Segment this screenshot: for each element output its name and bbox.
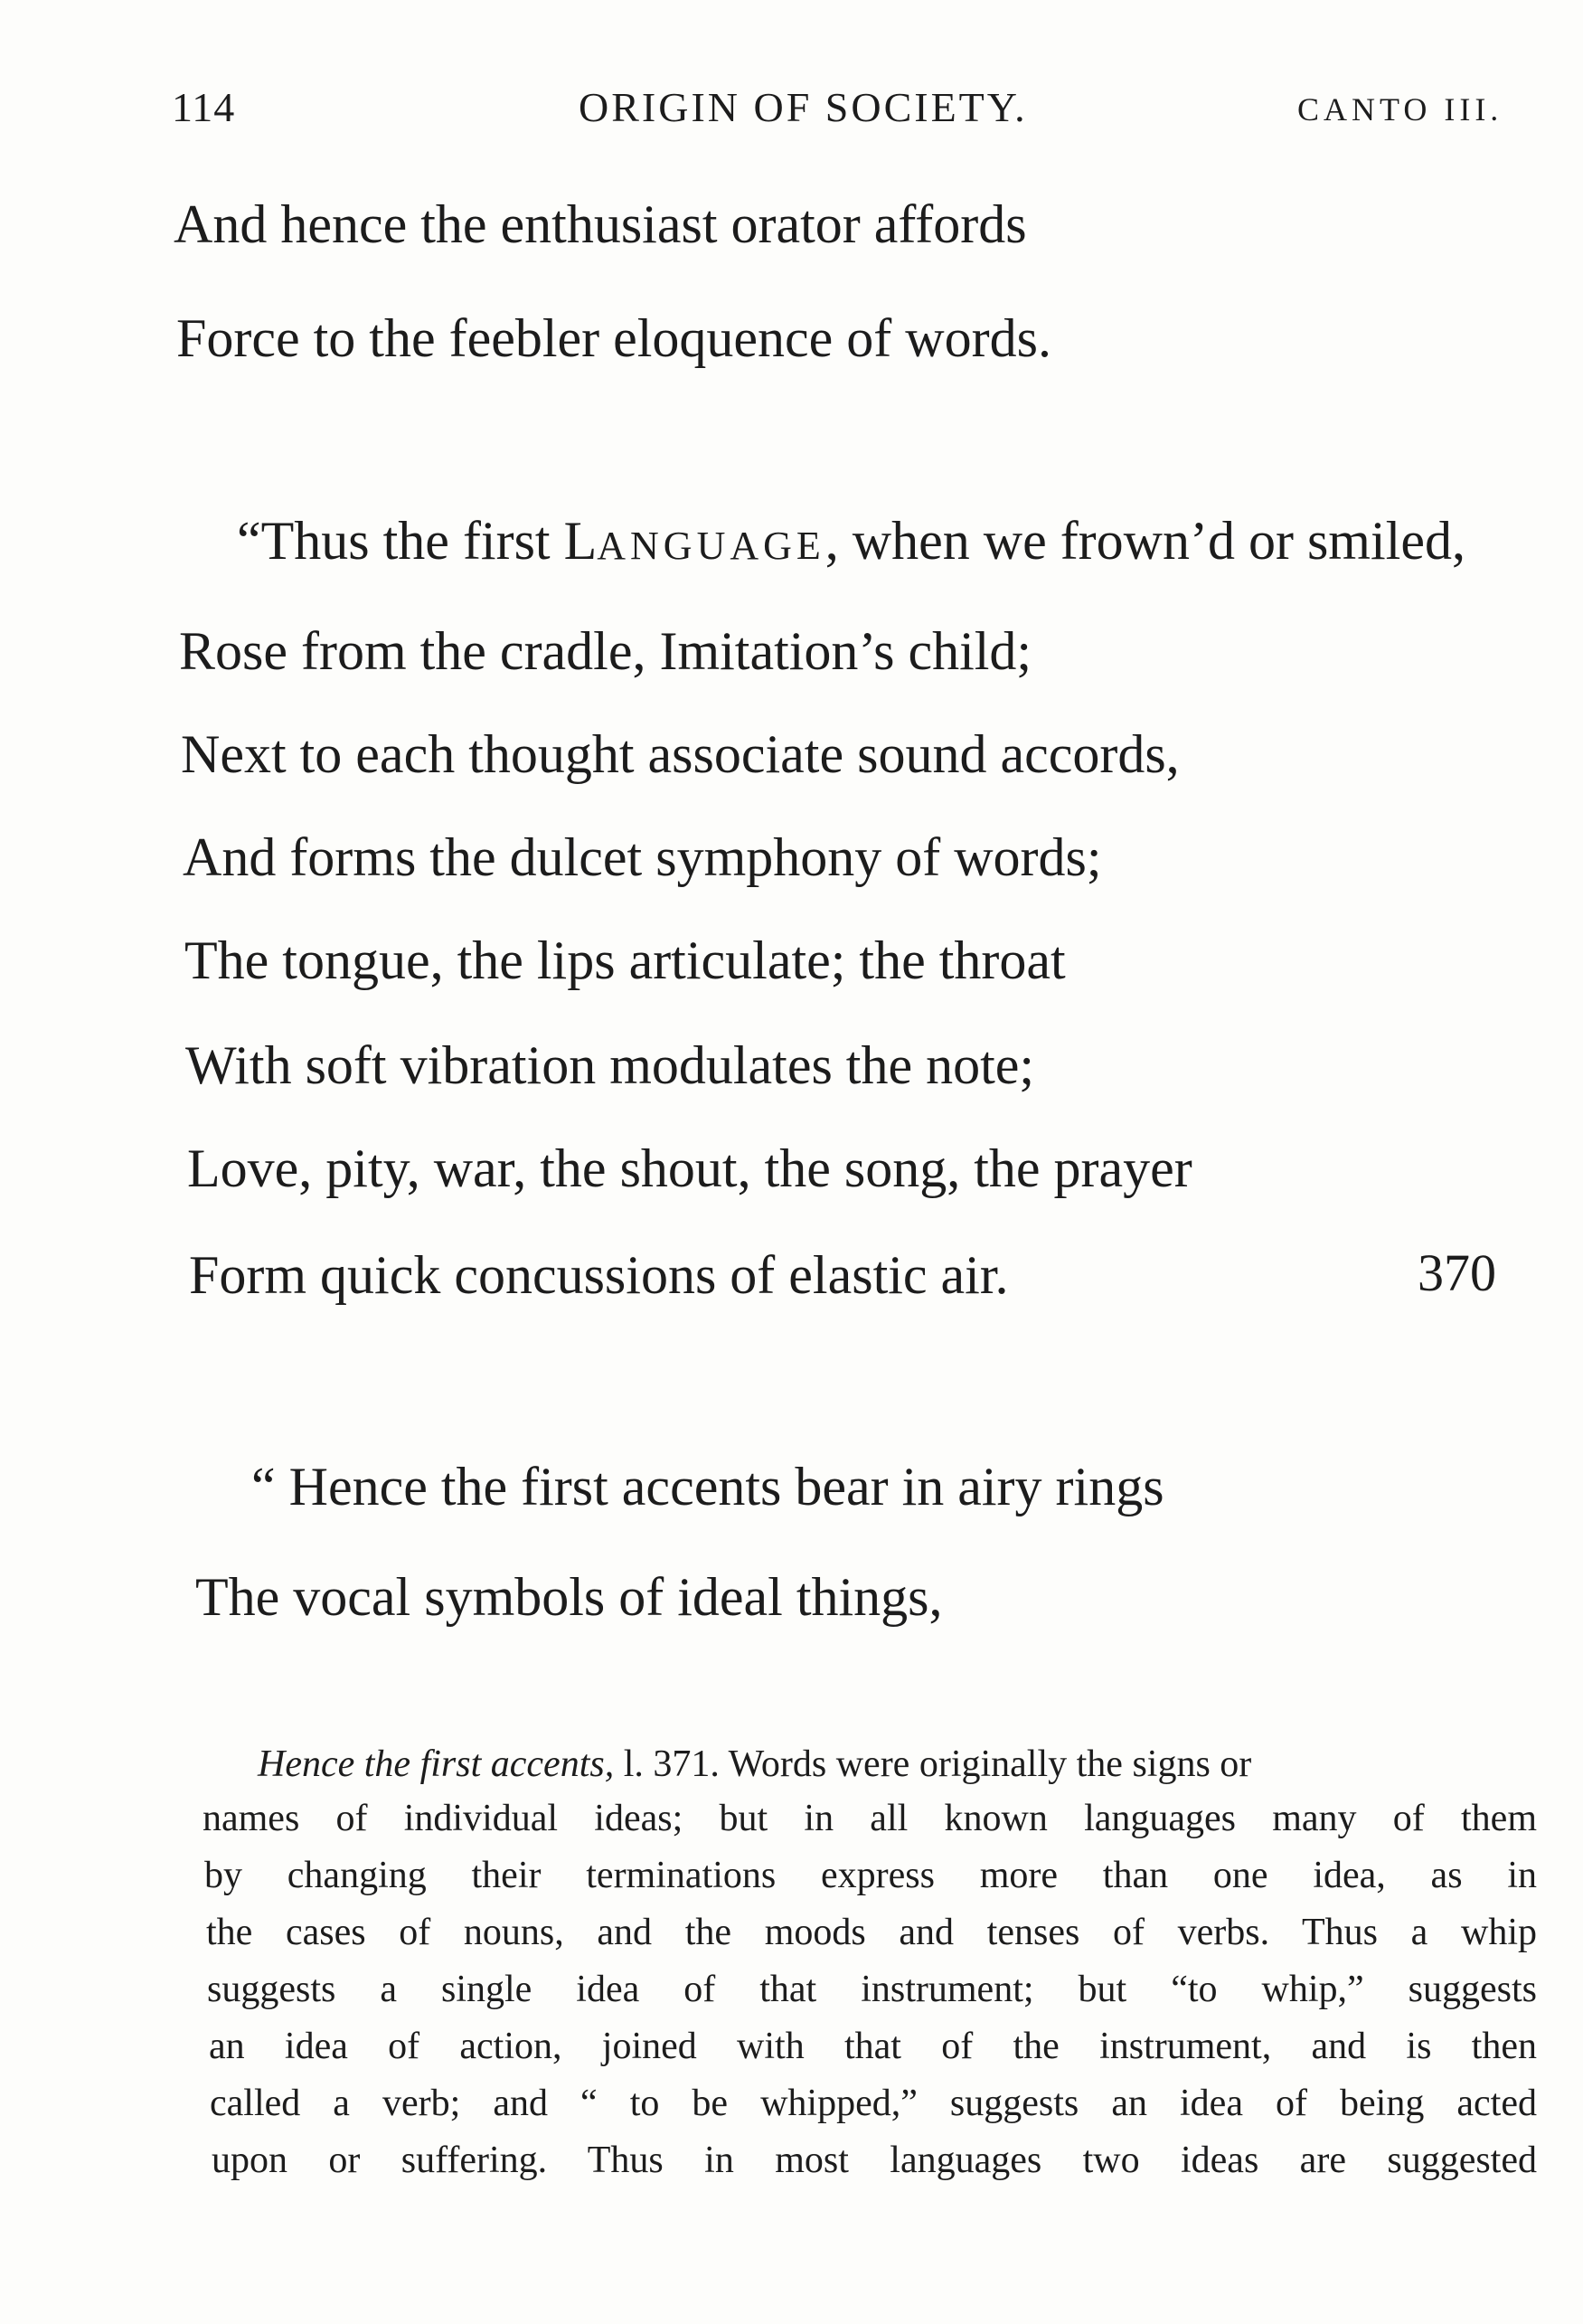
verse-text: Thus the first xyxy=(260,511,564,571)
canto-label: CANTO III. xyxy=(1297,91,1503,128)
small-caps-word: ANGUAGE xyxy=(597,524,825,568)
verse-line: The vocal symbols of ideal things, xyxy=(195,1567,943,1627)
small-caps-initial: L xyxy=(563,511,598,571)
verse-line: The tongue, the lips articulate; the throat xyxy=(184,931,1066,990)
footnote-line: names of individual ideas; but in all known languages many of them xyxy=(203,1798,1537,1839)
line-number: 370 xyxy=(1418,1243,1496,1302)
verse-line: Next to each thought associate sound accords, xyxy=(181,724,1180,784)
footnote-ref: l. 371. xyxy=(614,1743,720,1785)
footnote-line: suggests a single idea of that instrument; but “to whip,” suggests xyxy=(207,1969,1537,2010)
verse-line: With soft vibration modulates the note; xyxy=(185,1035,1035,1095)
page-number: 114 xyxy=(172,84,236,130)
verse-line: Rose from the cradle, Imitation’s child; xyxy=(179,621,1032,681)
verse-line-language xyxy=(237,511,1465,571)
footnote-line: upon or suffering. Thus in most languages two ideas are suggested xyxy=(212,2140,1537,2181)
footnote-lead: Hence the first accents, xyxy=(258,1743,615,1785)
footnote-text: Words were originally the signs or xyxy=(719,1743,1252,1785)
running-title: ORIGIN OF SOCIETY. xyxy=(579,84,1028,130)
footnote-line: the cases of nouns, and the moods and tenses of verbs. Thus a whip xyxy=(206,1912,1537,1953)
footnote-line: called a verb; and “ to be whipped,” suggests an idea of being acted xyxy=(210,2083,1537,2124)
verse-line: “ Hence the first accents bear in airy rings xyxy=(251,1457,1164,1516)
verse-line: And hence the enthusiast orator affords xyxy=(174,194,1027,254)
verse-line: Love, pity, war, the shout, the song, the prayer xyxy=(187,1138,1192,1198)
footnote-line: by changing their terminations express more than one idea, as in xyxy=(204,1855,1537,1896)
verse-line: Form quick concussions of elastic air. xyxy=(189,1245,1009,1305)
verse-line: Force to the feebler eloquence of words. xyxy=(176,308,1051,368)
open-quote: “ xyxy=(237,511,261,571)
footnote-line: an idea of action, joined with that of the instrument, and is then xyxy=(209,2026,1537,2067)
footnote-first-line xyxy=(258,1745,1251,1783)
verse-text: , when we frown’d or smiled, xyxy=(824,511,1465,571)
verse-line: And forms the dulcet symphony of words; xyxy=(183,827,1102,887)
